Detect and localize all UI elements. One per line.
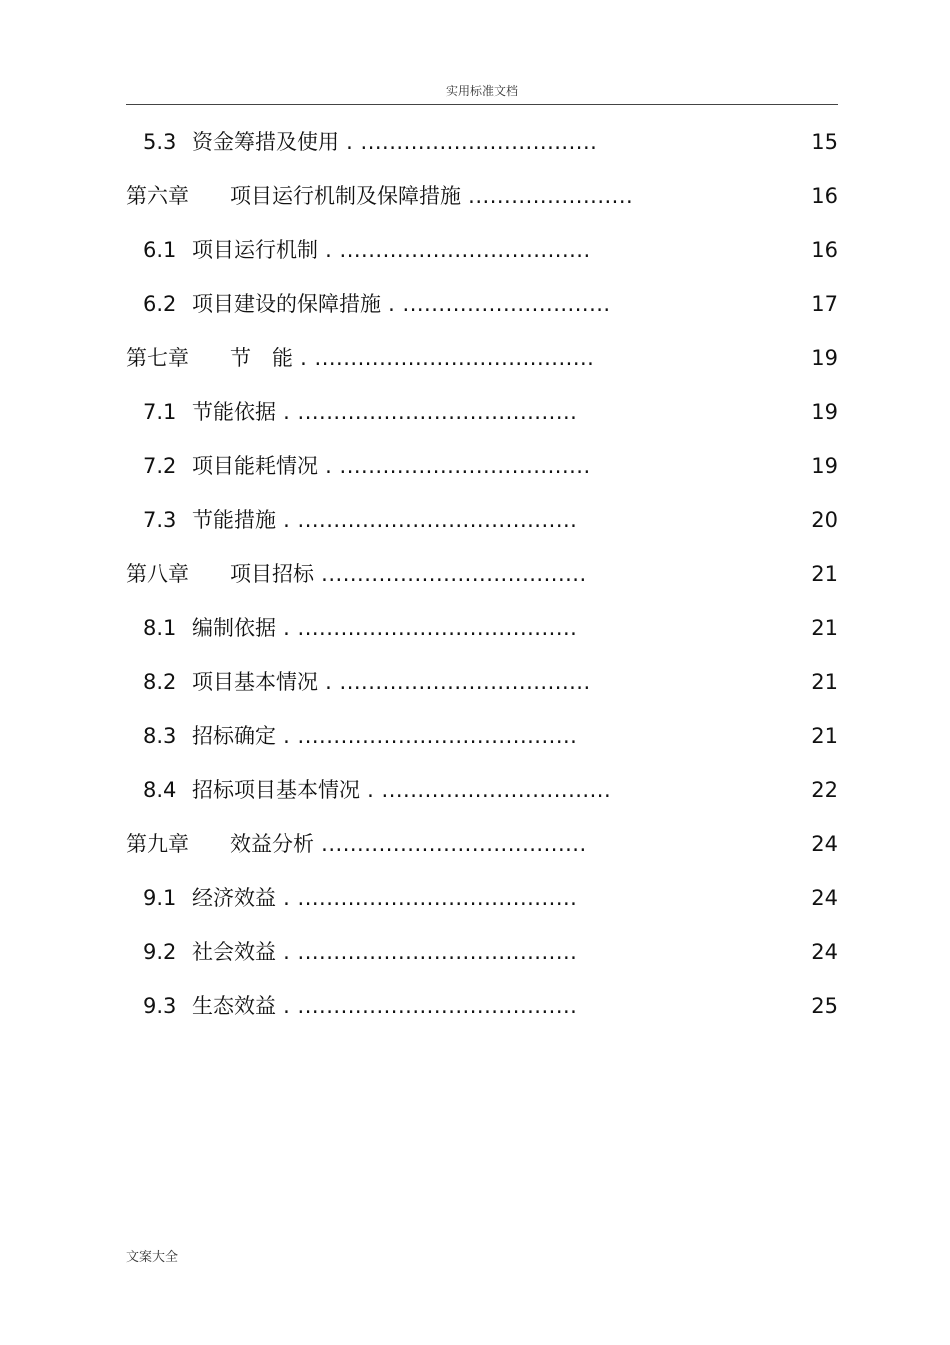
toc-entry-number: 8.3 [143, 724, 177, 748]
toc-entry[interactable] [126, 768, 838, 822]
toc-leader-dots: ....................... [461, 184, 634, 208]
toc-entry-title: 项目建设的保障措施 [192, 292, 381, 316]
toc-entry-title: 项目基本情况 [192, 670, 318, 694]
toc-entry-title: 节能措施 [192, 508, 276, 532]
toc-entry-number: 5.3 [143, 130, 177, 154]
toc-entry-number: 第九章 [126, 832, 189, 856]
toc-entry-title: 节能依据 [192, 400, 276, 424]
toc-entry-number: 9.1 [143, 886, 177, 910]
table-of-contents [126, 120, 838, 1038]
toc-leader-dots: . ....................................... [276, 940, 578, 964]
page-header: 实用标准文档 [445, 84, 518, 98]
toc-entry[interactable] [126, 174, 838, 228]
toc-entry-number: 8.4 [143, 778, 177, 802]
toc-entry-page: 24 [811, 940, 838, 964]
toc-entry-title: 经济效益 [192, 886, 276, 910]
toc-leader-dots: . ................................. [339, 130, 598, 154]
toc-leader-dots: . ................................... [318, 454, 591, 478]
toc-leader-dots: . ................................... [318, 670, 591, 694]
toc-entry-page: 17 [811, 292, 838, 316]
toc-entry-title: 招标项目基本情况 [192, 778, 360, 802]
toc-entry-page: 15 [811, 130, 838, 154]
toc-entry-title: 资金筹措及使用 [192, 130, 339, 154]
toc-entry-number: 第六章 [126, 184, 189, 208]
toc-entry-page: 22 [811, 778, 838, 802]
toc-entry-page: 21 [811, 562, 838, 586]
toc-entry[interactable] [126, 606, 838, 660]
toc-leader-dots: . ....................................... [276, 400, 578, 424]
toc-entry-number: 9.3 [143, 994, 177, 1018]
toc-leader-dots: . ....................................... [276, 886, 578, 910]
toc-entry[interactable] [126, 336, 838, 390]
toc-entry-number: 8.1 [143, 616, 177, 640]
toc-leader-dots: . ....................................... [276, 724, 578, 748]
toc-entry-page: 19 [811, 346, 838, 370]
toc-entry-page: 16 [811, 238, 838, 262]
toc-entry[interactable] [126, 930, 838, 984]
toc-entry[interactable] [126, 228, 838, 282]
toc-entry[interactable] [126, 120, 838, 174]
toc-entry-title: 项目招标 [230, 562, 314, 586]
toc-entry-page: 21 [811, 724, 838, 748]
toc-entry-page: 20 [811, 508, 838, 532]
toc-entry-title: 编制依据 [192, 616, 276, 640]
toc-entry-number: 7.3 [143, 508, 177, 532]
toc-entry-number: 8.2 [143, 670, 177, 694]
toc-entry[interactable] [126, 444, 838, 498]
toc-entry-page: 16 [811, 184, 838, 208]
toc-entry-number: 9.2 [143, 940, 177, 964]
toc-entry[interactable] [126, 282, 838, 336]
toc-leader-dots: . ............................. [381, 292, 611, 316]
toc-entry[interactable] [126, 390, 838, 444]
toc-entry-title: 效益分析 [230, 832, 314, 856]
toc-leader-dots: . ................................ [360, 778, 612, 802]
toc-leader-dots: . ....................................... [276, 994, 578, 1018]
toc-entry[interactable] [126, 552, 838, 606]
toc-entry[interactable] [126, 660, 838, 714]
toc-leader-dots: ..................................... [314, 562, 587, 586]
toc-entry-title: 招标确定 [192, 724, 276, 748]
toc-entry-page: 19 [811, 400, 838, 424]
toc-entry-number: 6.1 [143, 238, 177, 262]
toc-entry-number: 第八章 [126, 562, 189, 586]
page-footer: 文案大全 [126, 1250, 179, 1265]
toc-leader-dots: . ................................... [318, 238, 591, 262]
toc-leader-dots: ..................................... [314, 832, 587, 856]
toc-entry-page: 24 [811, 832, 838, 856]
toc-entry-title: 项目能耗情况 [192, 454, 318, 478]
toc-entry-page: 25 [811, 994, 838, 1018]
toc-entry[interactable] [126, 498, 838, 552]
toc-entry-number: 第七章 [126, 346, 189, 370]
toc-entry[interactable] [126, 984, 838, 1038]
header-rule [126, 104, 838, 105]
toc-entry-title: 节 能 [230, 346, 293, 370]
toc-entry-number: 7.1 [143, 400, 177, 424]
toc-entry-title: 社会效益 [192, 940, 276, 964]
toc-entry[interactable] [126, 822, 838, 876]
toc-entry-page: 21 [811, 670, 838, 694]
toc-entry-page: 24 [811, 886, 838, 910]
toc-entry-number: 6.2 [143, 292, 177, 316]
toc-entry-title: 项目运行机制及保障措施 [230, 184, 461, 208]
toc-leader-dots: . ....................................... [276, 508, 578, 532]
toc-entry-page: 21 [811, 616, 838, 640]
toc-entry[interactable] [126, 876, 838, 930]
toc-entry[interactable] [126, 714, 838, 768]
toc-entry-title: 项目运行机制 [192, 238, 318, 262]
toc-entry-number: 7.2 [143, 454, 177, 478]
toc-leader-dots: . ....................................... [276, 616, 578, 640]
toc-entry-page: 19 [811, 454, 838, 478]
toc-entry-title: 生态效益 [192, 994, 276, 1018]
toc-leader-dots: . ....................................... [293, 346, 595, 370]
